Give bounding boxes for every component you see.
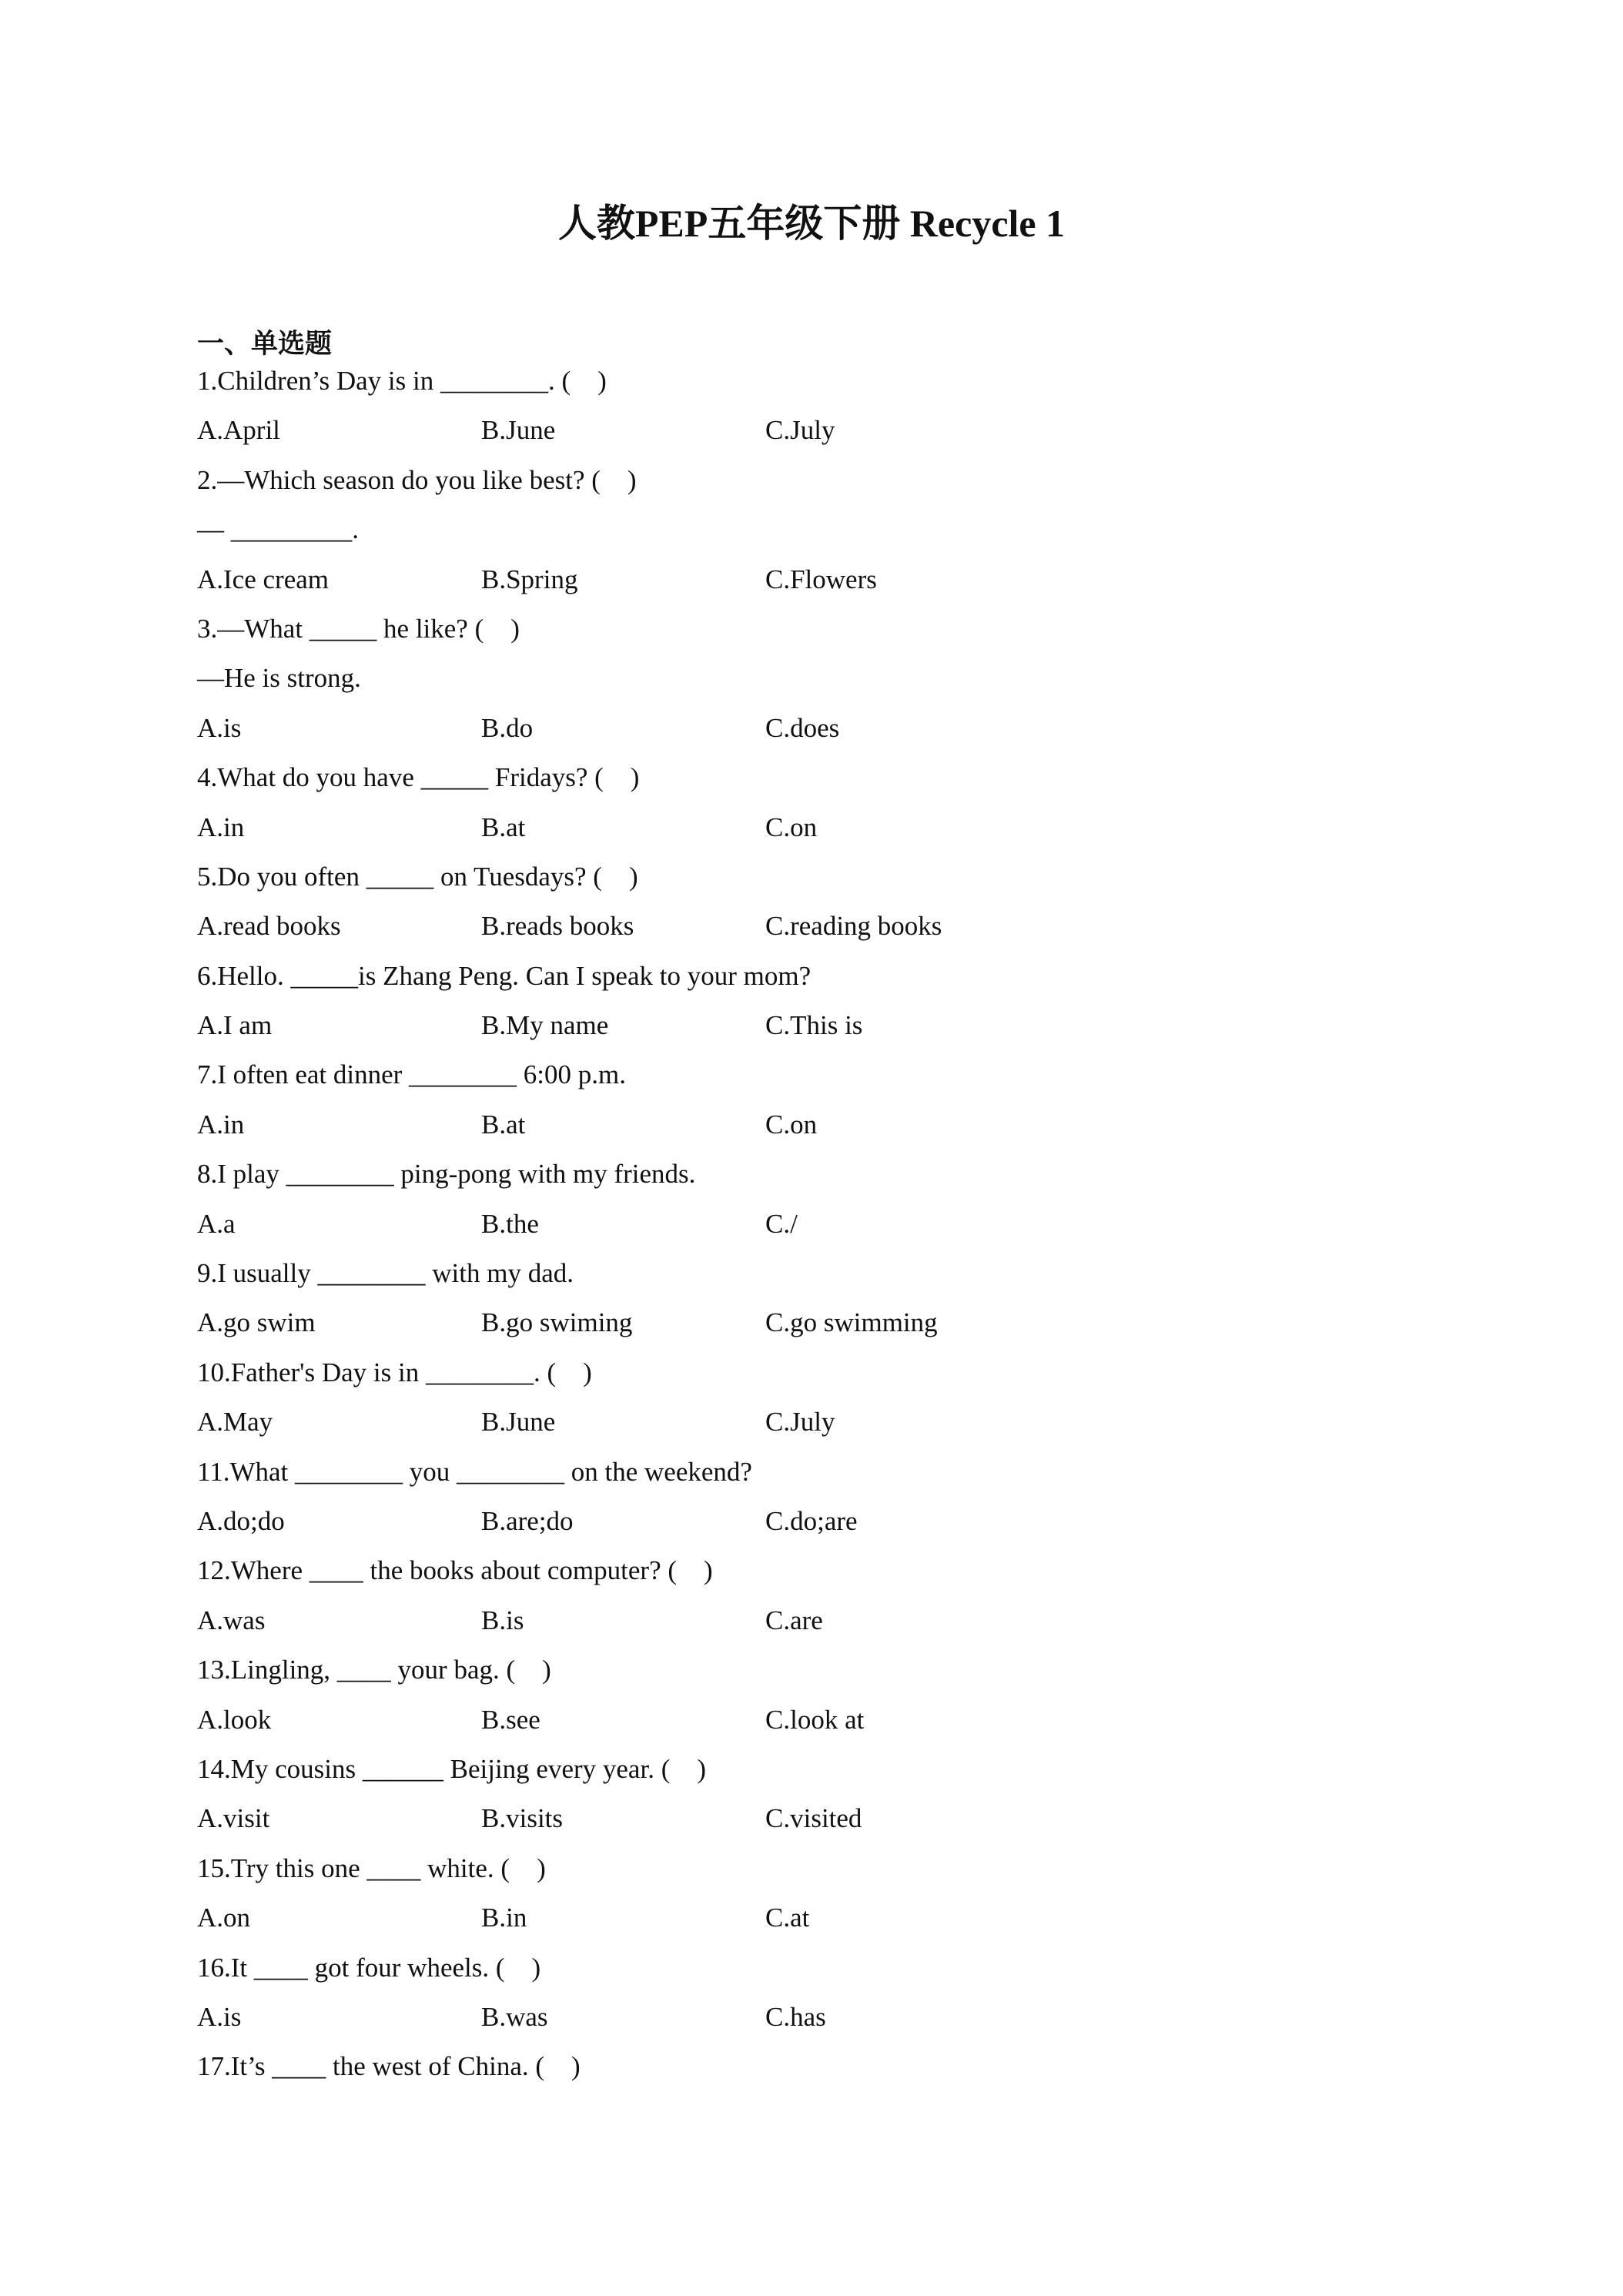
answer-options bbox=[197, 1106, 1506, 1155]
option-c: C.does bbox=[765, 712, 840, 743]
option-a: A.is bbox=[197, 2001, 242, 2032]
answer-options bbox=[197, 1799, 1506, 1849]
option-b: B.June bbox=[481, 1407, 556, 1438]
option-a: A.visit bbox=[197, 1803, 270, 1834]
option-b: B.My name bbox=[481, 1010, 609, 1041]
question-stem: 10.Father's Day is in ________. ( ) bbox=[197, 1357, 592, 1387]
option-b: B.visits bbox=[481, 1803, 564, 1834]
question-item bbox=[197, 1155, 1506, 1254]
option-c: C.look at bbox=[765, 1704, 865, 1735]
question-item bbox=[197, 957, 1506, 1056]
option-b: B.do bbox=[481, 712, 534, 743]
option-a: A.a bbox=[197, 1208, 236, 1239]
question-item bbox=[197, 758, 1506, 858]
option-a: A.in bbox=[197, 1109, 245, 1140]
option-a: A.was bbox=[197, 1605, 266, 1635]
option-c: C.at bbox=[765, 1903, 810, 1933]
question-dialogue-line: —He is strong. bbox=[197, 663, 361, 694]
option-b: B.at bbox=[481, 812, 526, 842]
option-c: C.on bbox=[765, 1109, 818, 1140]
option-b: B.at bbox=[481, 1109, 526, 1140]
question-dialogue-line: — _________. bbox=[197, 514, 359, 545]
question-stem: 15.Try this one ____ white. ( ) bbox=[197, 1853, 546, 1883]
question-stem: 1.Children’s Day is in ________. ( ) bbox=[197, 366, 607, 396]
option-c: C.visited bbox=[765, 1803, 862, 1834]
answer-options bbox=[197, 1998, 1506, 2047]
option-c: C.has bbox=[765, 2001, 826, 2032]
question-stem: 17.It’s ____ the west of China. ( ) bbox=[197, 2051, 581, 2082]
question-stem: 12.Where ____ the books about computer? ( ) bbox=[197, 1555, 713, 1586]
question-item bbox=[197, 1849, 1506, 1949]
question-item bbox=[197, 1056, 1506, 1155]
answer-options bbox=[197, 907, 1506, 956]
question-stem: 14.My cousins ______ Beijing every year. ( ) bbox=[197, 1753, 707, 1784]
option-a: A.look bbox=[197, 1704, 272, 1735]
option-a: A.is bbox=[197, 712, 242, 743]
answer-options bbox=[197, 1701, 1506, 1750]
question-item bbox=[197, 1254, 1506, 1354]
answer-options bbox=[197, 808, 1506, 858]
answer-options bbox=[197, 1403, 1506, 1452]
question-item bbox=[197, 1453, 1506, 1552]
question-stem: 16.It ____ got four wheels. ( ) bbox=[197, 1952, 541, 1983]
answer-options bbox=[197, 1006, 1506, 1056]
question-item bbox=[197, 2047, 1506, 2097]
option-c: C.This is bbox=[765, 1010, 863, 1041]
question-stem: 2.—Which season do you like best? ( ) bbox=[197, 464, 637, 495]
option-c: C.reading books bbox=[765, 911, 942, 942]
option-c: C.are bbox=[765, 1605, 823, 1635]
option-a: A.April bbox=[197, 415, 280, 446]
option-b: B.Spring bbox=[481, 564, 578, 594]
question-stem: 11.What ________ you ________ on the weekend? bbox=[197, 1456, 752, 1487]
question-stem: 4.What do you have _____ Fridays? ( ) bbox=[197, 762, 640, 793]
option-a: A.do;do bbox=[197, 1505, 285, 1536]
option-a: A.go swim bbox=[197, 1307, 316, 1338]
option-a: A.on bbox=[197, 1903, 251, 1933]
option-c: C.do;are bbox=[765, 1505, 858, 1536]
question-stem: 8.I play ________ ping-pong with my friends. bbox=[197, 1159, 696, 1190]
option-c: C./ bbox=[765, 1208, 798, 1239]
option-b: B.in bbox=[481, 1903, 527, 1933]
question-stem: 7.I often eat dinner ________ 6:00 p.m. bbox=[197, 1059, 626, 1090]
answer-options bbox=[197, 1502, 1506, 1551]
question-item bbox=[197, 1551, 1506, 1651]
question-item bbox=[197, 1651, 1506, 1750]
option-b: B.was bbox=[481, 2001, 548, 2032]
question-stem: 3.—What _____ he like? ( ) bbox=[197, 613, 520, 644]
option-b: B.go swiming bbox=[481, 1307, 633, 1338]
question-item bbox=[197, 362, 1506, 461]
option-a: A.Ice cream bbox=[197, 564, 329, 594]
option-b: B.June bbox=[481, 415, 556, 446]
question-stem: 5.Do you often _____ on Tuesdays? ( ) bbox=[197, 861, 638, 892]
option-a: A.in bbox=[197, 812, 245, 842]
question-item bbox=[197, 858, 1506, 957]
option-c: C.July bbox=[765, 1407, 835, 1438]
answer-options bbox=[197, 411, 1506, 460]
option-c: C.July bbox=[765, 415, 835, 446]
option-c: C.on bbox=[765, 812, 818, 842]
question-list bbox=[197, 362, 1506, 2097]
answer-options bbox=[197, 561, 1506, 610]
option-a: A.May bbox=[197, 1407, 273, 1438]
option-b: B.is bbox=[481, 1605, 524, 1635]
option-a: A.I am bbox=[197, 1010, 273, 1041]
answer-options bbox=[197, 709, 1506, 758]
section-heading: 一、单选题 bbox=[197, 329, 333, 359]
answer-options bbox=[197, 1205, 1506, 1254]
question-stem: 13.Lingling, ____ your bag. ( ) bbox=[197, 1655, 551, 1685]
option-b: B.see bbox=[481, 1704, 540, 1735]
page-title: 人教PEP五年级下册 Recycle 1 bbox=[557, 202, 1066, 245]
question-item bbox=[197, 461, 1506, 610]
option-b: B.the bbox=[481, 1208, 539, 1239]
question-item bbox=[197, 1354, 1506, 1453]
answer-options bbox=[197, 1899, 1506, 1948]
option-c: C.Flowers bbox=[765, 564, 877, 594]
option-b: B.reads books bbox=[481, 911, 634, 942]
question-stem: 6.Hello. _____is Zhang Peng. Can I speak to your mom? bbox=[197, 960, 812, 991]
option-a: A.read books bbox=[197, 911, 341, 942]
option-b: B.are;do bbox=[481, 1505, 574, 1536]
question-stem: 9.I usually ________ with my dad. bbox=[197, 1258, 574, 1289]
question-item bbox=[197, 1750, 1506, 1849]
question-item bbox=[197, 1949, 1506, 2048]
option-c: C.go swimming bbox=[765, 1307, 938, 1338]
question-item bbox=[197, 610, 1506, 758]
answer-options bbox=[197, 1304, 1506, 1353]
answer-options bbox=[197, 1602, 1506, 1651]
